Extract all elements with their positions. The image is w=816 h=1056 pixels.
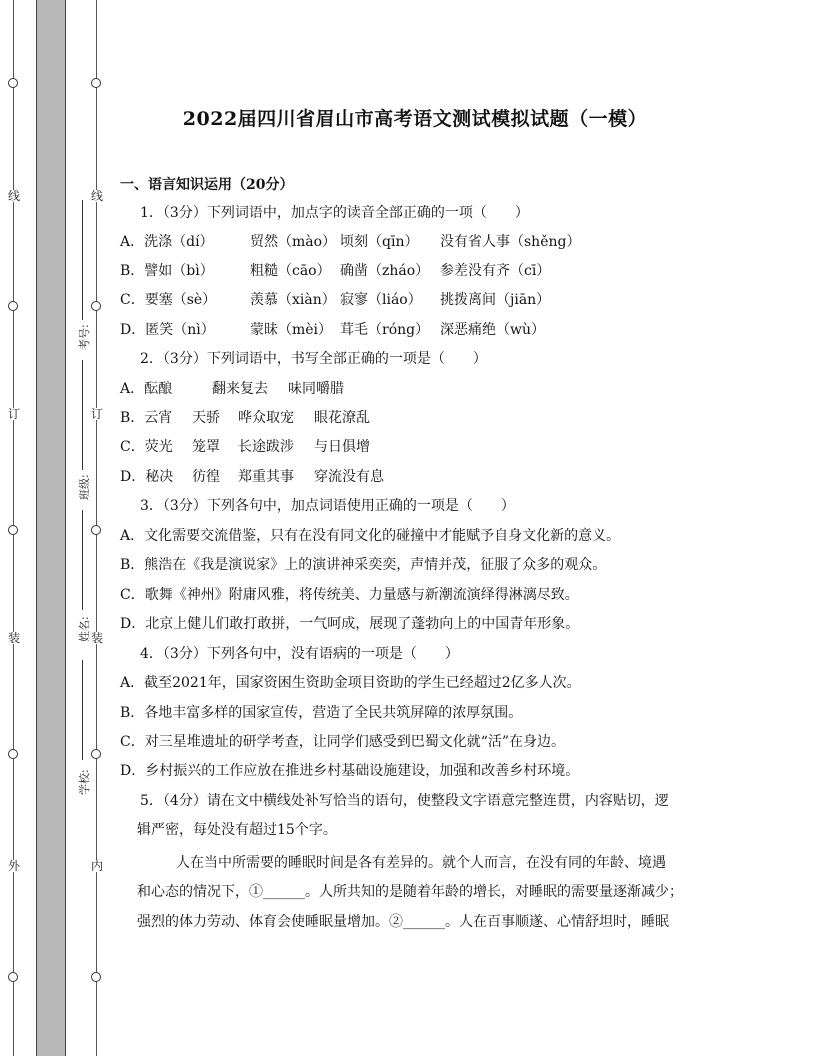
margin-label-xian-inner: 线 [90, 189, 103, 203]
question-2-option-d: D．秘决 彷徨 郑重其事 穿流没有息 [120, 469, 384, 485]
page-title: 2022届四川省眉山市高考语文测试模拟试题（一模） [182, 108, 648, 130]
question-4-option-c: C．对三星堆遗址的研学考查，让同学们感受到巴蜀文化就“活”在身边。 [120, 734, 566, 750]
question-1-option-c: C．要塞（sè） 羡慕（xiàn） 寂寥（liáo） 挑拨离间（jiān） [120, 292, 551, 308]
question-5-stem-line-1: 5．（4分）请在文中横线处补写恰当的语句，使整段文字语意完整连贯，内容贴切，逻 [140, 793, 669, 809]
margin-label-nei-inner: 内 [90, 859, 103, 873]
passage-line-2: 和心态的情况下，①______。人所共知的是随着年龄的增长，对睡眠的需要量逐渐减少； [137, 884, 683, 900]
binding-gray-bar [36, 0, 66, 1056]
passage-line-3: 强烈的体力劳动、体育会使睡眠量增加。②______。人在百事顺遂、心情舒坦时，睡眠 [137, 914, 669, 930]
question-2-option-b: B．云宵 天骄 哗众取宠 眼花潦乱 [120, 410, 370, 426]
question-3-option-d: D．北京上健儿们敢打敢拼，一气呵成，展现了蓬勃向上的中国青年形象。 [120, 616, 580, 632]
field-label-xuexiao: 学校: [78, 769, 91, 795]
question-4-option-d: D．乡村振兴的工作应放在推进乡村基础设施建设，加强和改善乡村环境。 [120, 763, 580, 779]
margin-label-zhuang-outer: 装 [7, 631, 20, 645]
margin-label-xian-outer: 线 [7, 189, 20, 203]
question-5-stem-line-2: 辑严密，每处没有超过15个字。 [137, 822, 337, 838]
question-2-stem: 2．（3分）下列词语中，书写全部正确的一项是（ ） [140, 351, 487, 367]
binding-hole [91, 301, 101, 311]
question-3-option-a: A．文化需要交流借鉴，只有在没有同文化的碰撞中才能赋予自身文化新的意义。 [120, 528, 621, 544]
field-line-kaohao [82, 200, 83, 320]
field-label-kaohao: 考号: [78, 324, 91, 350]
margin-label-ding-inner: 订 [90, 407, 103, 421]
question-3-stem: 3．（3分）下列各句中，加点词语使用正确的一项是（ ） [140, 498, 515, 514]
field-label-banji: 班级: [78, 474, 91, 500]
question-4-stem: 4．（3分）下列各句中，没有语病的一项是（ ） [140, 646, 459, 662]
binding-hole [8, 301, 18, 311]
field-line-xuexiao [82, 660, 83, 760]
question-4-option-a: A．截至2021年，国家资困生资助金项目资助的学生已经超过2亿多人次。 [120, 675, 581, 691]
binding-hole [8, 525, 18, 535]
section-heading: 一、语言知识运用（20分） [120, 177, 294, 193]
passage-line-1: 人在当中所需要的睡眠时间是各有差异的。就个人而言，在没有同的年龄、境遇 [176, 855, 666, 871]
field-line-xingming [82, 510, 83, 610]
margin-label-zhuang-inner: 装 [90, 631, 103, 645]
binding-hole [8, 78, 18, 88]
margin-label-wai-outer: 外 [7, 859, 20, 873]
question-1-option-b: B．譬如（bì） 粗糙（cāo） 确凿（zháo） 参差没有齐（cī） [120, 263, 551, 279]
question-2-option-c: C．荧光 笼罩 长途跋涉 与日俱增 [120, 439, 370, 455]
question-1-option-a: A．洗涤（dí） 贸然（mào） 顷刻（qīn） 没有省人事（shěng） [120, 234, 581, 250]
binding-hole [8, 749, 18, 759]
question-3-option-b: B．熊浩在《我是演说家》上的演讲神采奕奕，声情并茂，征服了众多的观众。 [120, 557, 607, 573]
binding-hole [8, 972, 18, 982]
question-3-option-c: C．歌舞《神州》附庸风雅，将传统美、力量感与新潮流演绎得淋漓尽致。 [120, 587, 579, 603]
question-1-stem: 1．（3分）下列词语中，加点字的读音全部正确的一项（ ） [140, 205, 529, 221]
field-line-banji [82, 360, 83, 470]
question-1-option-d: D．匿笑（nì） 蒙昧（mèi） 茸毛（róng） 深恶痛绝（wù） [120, 322, 545, 338]
margin-label-ding-outer: 订 [7, 407, 20, 421]
question-4-option-b: B．各地丰富多样的国家宣传，营造了全民共筑屏障的浓厚氛围。 [120, 705, 523, 721]
binding-hole [91, 972, 101, 982]
binding-hole [91, 749, 101, 759]
binding-hole [91, 525, 101, 535]
question-2-option-a: A．酝酿 翻来复去 味同嚼腊 [120, 381, 344, 397]
field-label-xingming: 姓名: [78, 616, 91, 642]
binding-hole [91, 78, 101, 88]
